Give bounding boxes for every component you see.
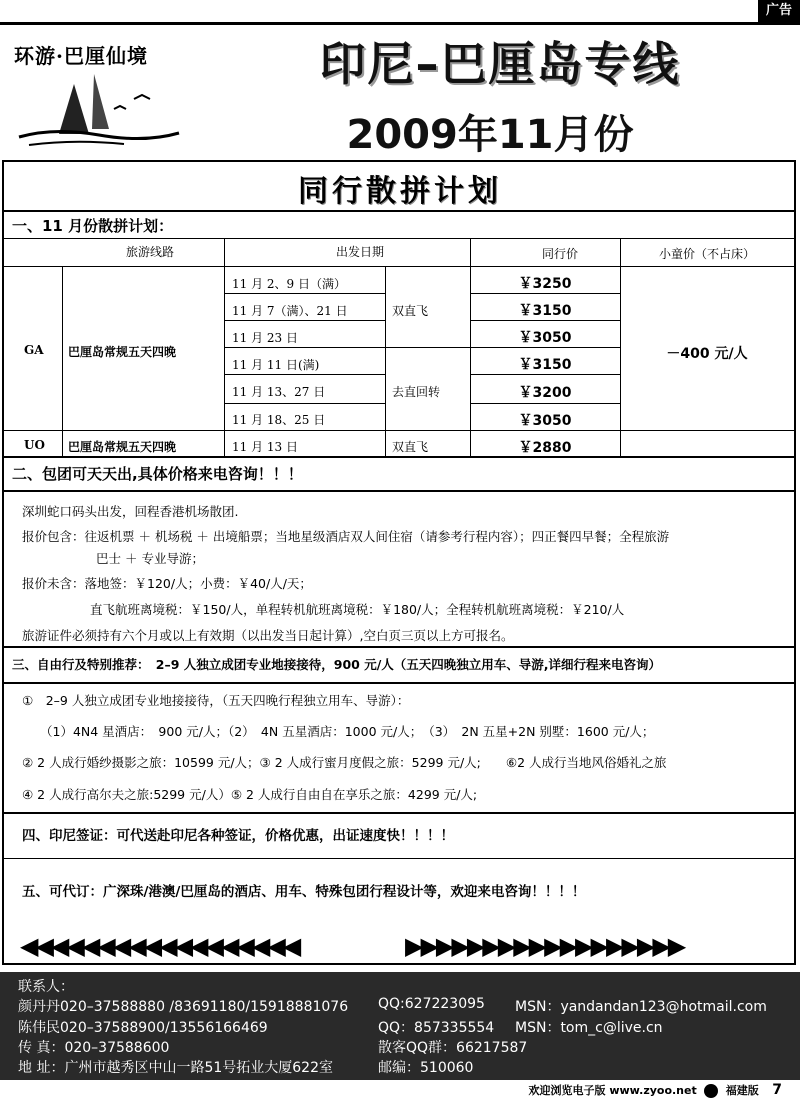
airline-code-uo: UO <box>24 438 45 452</box>
contact-zip: 邮编：510060 <box>378 1060 474 1076</box>
date-row: 11 月 18、25 日 <box>232 413 326 427</box>
divider <box>2 812 796 814</box>
col-price: 同行价 <box>541 247 578 261</box>
flight-type: 双直飞 <box>392 304 429 318</box>
price-cell: ￥2880 <box>518 440 572 456</box>
contact-person: 陈伟民020–37588900/13556166469 <box>18 1020 268 1036</box>
row-rule <box>470 293 620 294</box>
text-line: 巴士 ＋ 专业导游； <box>96 551 204 566</box>
row-rule <box>2 430 796 431</box>
date-row: 11 月 11 日(满) <box>232 358 320 372</box>
divider <box>2 210 796 212</box>
divider <box>2 646 796 648</box>
sailboat-logo-icon <box>14 69 184 149</box>
divider <box>2 456 796 458</box>
footer <box>529 1082 782 1098</box>
price-cell: ￥3150 <box>518 357 572 373</box>
route-uo: 巴厘岛常规五天四晚 <box>68 440 177 454</box>
section3-heading: 三、自由行及特别推荐： 2–9 人独立成团专业地接接待，900 元/人（五天四晚独立用车、导游,详细行程来电咨询） <box>12 657 662 672</box>
section4-heading: 四、印尼签证：可代送赴印尼各种签证，价格优惠，出证速度快！！！！ <box>22 828 454 844</box>
top-rule <box>0 22 800 25</box>
row-rule <box>224 347 620 348</box>
price-cell: ￥3150 <box>518 303 572 319</box>
contact-person: 颜丹丹020–37588880 /83691180/15918881076 <box>18 999 349 1015</box>
row-rule <box>470 403 620 404</box>
row-rule <box>224 403 385 404</box>
contact-qq: QQ：857335554 <box>378 1020 495 1036</box>
row-rule <box>470 320 620 321</box>
contact-address: 地 址：广州市越秀区中山一路51号拓业大厦622室 <box>18 1060 333 1076</box>
divider <box>2 490 796 492</box>
text-line: 深圳蛇口码头出发，回程香港机场散团. <box>22 504 239 519</box>
row-rule <box>224 320 385 321</box>
contact-block <box>0 972 800 1080</box>
ad-tag: 广告 <box>758 0 800 22</box>
logo-text: 环游·巴厘仙境 <box>14 44 148 68</box>
text-line: 报价包含：往返机票 ＋ 机场税 ＋ 出境船票；当地星级酒店双人间住宿（请参考行程内容）；四正餐四早餐；全程旅游 <box>22 529 670 544</box>
route-ga: 巴厘岛常规五天四晚 <box>68 345 177 359</box>
col-date: 出发日期 <box>335 245 384 259</box>
airline-code-ga: GA <box>24 343 44 357</box>
table-vline <box>620 238 621 456</box>
divider <box>2 858 796 859</box>
main-title: 印尼–巴厘岛专线 <box>319 37 681 91</box>
child-price: －400 元/人 <box>666 346 748 362</box>
date-row: 11 月 7（满）、21 日 <box>232 304 348 318</box>
date-row: 11 月 13、27 日 <box>232 385 326 399</box>
price-cell: ￥3250 <box>518 276 572 292</box>
contact-qq-group: 散客QQ群：66217587 <box>378 1040 528 1056</box>
contact-fax: 传 真：020–37588600 <box>18 1040 170 1056</box>
col-child-price: 小童价（不占床） <box>658 247 755 261</box>
globe-icon <box>704 1084 718 1098</box>
row-rule <box>224 293 385 294</box>
text-line: 直飞航班离境税：￥150/人，单程转机航班离境税：￥180/人；全程转机航班离境税：￥210/人 <box>90 602 625 617</box>
col-route: 旅游线路 <box>125 245 174 259</box>
contact-label: 联系人： <box>18 979 74 995</box>
arrow-band-left: ◀◀◀◀◀◀◀◀◀◀◀◀◀◀◀◀◀◀ <box>20 932 299 960</box>
section5-heading: 五、可代订：广深珠/港澳/巴厘岛的酒店、用车、特殊包团行程设计等，欢迎来电咨询！！！！ <box>22 884 586 900</box>
footer-edition: 福建版 <box>725 1084 759 1097</box>
footer-text: 欢迎浏览电子版 www.zyoo.net <box>528 1084 697 1097</box>
divider <box>2 682 796 684</box>
row-rule <box>470 374 620 375</box>
text-line: ④ 2 人成行高尔夫之旅:5299 元/人）⑤ 2 人成行自由自在享乐之旅：4299 元/人; <box>22 787 478 802</box>
logo <box>14 40 189 155</box>
sub-title: 2009年11月份 <box>346 112 634 158</box>
contact-msn: MSN：tom_c@live.cn <box>515 1020 663 1036</box>
price-cell: ￥3050 <box>518 330 572 346</box>
arrow-band-right: ▶▶▶▶▶▶▶▶▶▶▶▶▶▶▶▶▶▶ <box>405 932 684 960</box>
flight-type: 双直飞 <box>392 440 429 454</box>
price-cell: ￥3050 <box>518 413 572 429</box>
contact-msn: MSN：yandandan123@hotmail.com <box>515 999 767 1015</box>
section2-heading: 二、包团可天天出,具体价格来电咨询！！！ <box>12 465 303 483</box>
price-cell: ￥3200 <box>518 385 572 401</box>
plan-title: 同行散拼计划 <box>298 174 502 209</box>
text-line: （1）4N4 星酒店： 900 元/人；（2） 4N 五星酒店：1000 元/人； （3） 2N 五星+2N 别墅：1600 元/人； <box>40 724 655 739</box>
table-rule <box>2 238 796 239</box>
table-rule <box>2 266 796 267</box>
page-number: 7 <box>772 1082 782 1098</box>
table-vline <box>385 266 386 456</box>
text-line: ① 2–9 人独立成团专业地接接待，（五天四晚行程独立用车、导游）： <box>22 693 410 708</box>
date-row: 11 月 2、9 日（满） <box>232 277 346 291</box>
date-row: 11 月 23 日 <box>232 331 298 345</box>
text-line: ② 2 人成行婚纱摄影之旅：10599 元/人；③ 2 人成行蜜月度假之旅：5299 元/人; ⑥2 人成行当地风俗婚礼之旅 <box>22 755 667 770</box>
text-line: 旅游证件必须持有六个月或以上有效期（以出发当日起计算）,空白页三页以上方可报名。 <box>22 628 514 643</box>
section1-heading: 一、11 月份散拼计划： <box>12 217 174 235</box>
date-row: 11 月 13 日 <box>232 440 298 454</box>
row-rule <box>224 374 385 375</box>
contact-qq: QQ:627223095 <box>378 996 485 1012</box>
flight-type: 去直回转 <box>392 385 441 399</box>
text-line: 报价未含：落地签：￥120/人；小费：￥40/人/天； <box>22 576 312 591</box>
table-vline <box>62 266 63 456</box>
